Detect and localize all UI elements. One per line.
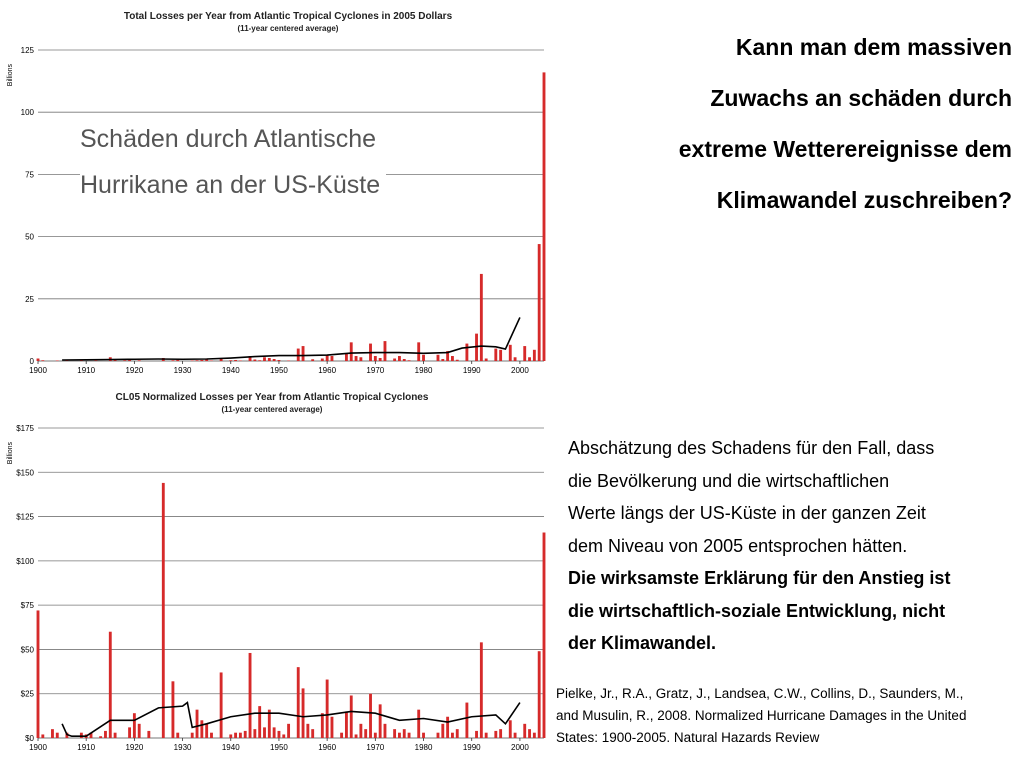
chart2-bar bbox=[138, 724, 141, 738]
chart2-ytick-label: $25 bbox=[20, 689, 34, 699]
chart2-bar bbox=[494, 731, 497, 738]
question-line: extreme Wetterereignisse dem bbox=[678, 136, 1012, 162]
chart1-bar bbox=[191, 361, 194, 362]
question-line: Zuwachs an schäden durch bbox=[710, 85, 1012, 111]
chart1-bar bbox=[417, 342, 420, 361]
chart1-bar bbox=[220, 359, 223, 361]
chart2-bar bbox=[133, 713, 136, 738]
chart1-bar bbox=[379, 358, 382, 361]
chart2-title: CL05 Normalized Losses per Year from Atlantic Tropical Cyclones bbox=[115, 392, 429, 403]
chart1-bar bbox=[263, 357, 266, 361]
chart2-bar bbox=[379, 704, 382, 738]
chart1-ytick-label: 0 bbox=[29, 357, 34, 366]
chart1-bar bbox=[441, 359, 444, 361]
chart2-bar bbox=[321, 713, 324, 738]
chart1-bar bbox=[138, 360, 141, 361]
chart1-bar bbox=[268, 358, 271, 361]
chart1-bar bbox=[359, 357, 362, 361]
chart2-xtick-label: 2000 bbox=[511, 743, 529, 752]
chart1-bar bbox=[350, 342, 353, 361]
chart1-overlay-label bbox=[80, 116, 386, 208]
chart1-bar bbox=[509, 345, 512, 361]
chart1-bar bbox=[302, 346, 305, 361]
chart2-ylabel: Billions bbox=[7, 442, 14, 465]
chart1-bar bbox=[456, 360, 459, 361]
chart2-bar bbox=[398, 733, 401, 738]
chart2-bar bbox=[172, 681, 175, 738]
chart1-bar bbox=[345, 354, 348, 361]
chart1-xtick-label: 1960 bbox=[318, 366, 337, 375]
chart1-bar bbox=[278, 360, 281, 361]
chart1-xtick-label: 1980 bbox=[414, 366, 433, 375]
chart2-bar bbox=[104, 731, 107, 738]
chart1-bar bbox=[499, 350, 502, 361]
chart2-bar bbox=[451, 733, 454, 738]
chart2-bar bbox=[514, 733, 517, 738]
chart1-title: Total Losses per Year from Atlantic Tropical Cyclones in 2005 Dollars bbox=[123, 11, 453, 22]
chart1-xtick-label: 1970 bbox=[366, 366, 385, 375]
chart1-bar bbox=[234, 360, 237, 361]
chart1-bar bbox=[41, 360, 44, 361]
explanation-conclusion-line: die wirtschaftlich-soziale Entwicklung, nicht bbox=[568, 600, 946, 621]
explanation-conclusion-line: Die wirksamste Erklärung für den Anstieg ist bbox=[568, 568, 951, 588]
chart2-bar bbox=[355, 734, 358, 738]
chart2-bar bbox=[369, 694, 372, 738]
chart1-xtick-label: 1930 bbox=[173, 366, 192, 375]
chart2-bar bbox=[162, 483, 165, 738]
chart1-bar bbox=[258, 360, 261, 361]
chart1-ytick-label: 25 bbox=[25, 294, 34, 304]
chart1-xtick-label: 1910 bbox=[77, 366, 96, 375]
explanation-line: dem Niveau von 2005 entsprochen hätten. bbox=[568, 535, 908, 556]
chart1-ytick-label: 125 bbox=[20, 46, 34, 55]
chart2-bar bbox=[441, 724, 444, 738]
citation-line: and Musulin, R., 2008. Normalized Hurricane Damages in the United bbox=[556, 708, 967, 723]
chart1-bar bbox=[331, 356, 334, 361]
overlay-line-1: Schäden durch Atlantische bbox=[80, 125, 377, 153]
chart2-bar bbox=[253, 729, 256, 738]
chart1-bar bbox=[528, 357, 531, 361]
chart2-bar bbox=[278, 731, 281, 738]
chart1-bar bbox=[56, 361, 59, 362]
chart2-bar bbox=[437, 733, 440, 738]
chart2-bar bbox=[258, 706, 261, 738]
chart2-bar bbox=[41, 734, 44, 738]
chart1-bar bbox=[465, 344, 468, 361]
chart1-bar bbox=[374, 356, 377, 361]
chart2-bar bbox=[239, 733, 242, 738]
chart2-bar bbox=[311, 729, 314, 738]
chart1-bar bbox=[210, 361, 213, 362]
chart1-bar bbox=[287, 361, 290, 362]
chart1-ytick-label: 50 bbox=[25, 232, 34, 242]
chart2-bar bbox=[345, 711, 348, 738]
chart1-bar bbox=[485, 359, 488, 361]
chart2-ytick-label: $100 bbox=[16, 556, 34, 566]
chart2-bar bbox=[326, 680, 329, 738]
chart2-bar bbox=[359, 724, 362, 738]
chart2-ytick-label: $75 bbox=[20, 601, 34, 611]
question-line: Kann man dem massiven bbox=[735, 34, 1012, 60]
chart1-bar bbox=[355, 356, 358, 361]
explanation-conclusion-line: der Klimawandel. bbox=[568, 633, 717, 653]
chart2-bar bbox=[80, 733, 83, 738]
chart2-title-block bbox=[22, 392, 522, 416]
chart1-bar bbox=[123, 360, 126, 361]
chart1-bar bbox=[393, 359, 396, 361]
chart2-bar bbox=[480, 642, 483, 738]
chart1-xtick-label: 1950 bbox=[270, 366, 288, 375]
chart2-bar bbox=[234, 733, 237, 738]
citation-line: Pielke, Jr., R.A., Gratz, J., Landsea, C.W., Collins, D., Saunders, M., bbox=[556, 686, 964, 701]
chart2-bar bbox=[384, 724, 387, 738]
chart1-bar bbox=[196, 360, 199, 361]
chart1-xtick-label: 1920 bbox=[125, 366, 144, 375]
chart2-bar bbox=[509, 720, 512, 738]
question-line: Klimawandel zuschreiben? bbox=[716, 187, 1012, 213]
chart2-normalized-losses bbox=[0, 420, 560, 765]
chart2-xtick-label: 1990 bbox=[462, 743, 481, 752]
chart1-bar bbox=[480, 274, 483, 361]
chart1-xtick-label: 2000 bbox=[511, 366, 529, 375]
chart2-bar bbox=[229, 734, 232, 738]
chart2-xtick-label: 1960 bbox=[318, 743, 337, 752]
chart2-bar bbox=[297, 667, 300, 738]
chart1-bar bbox=[403, 359, 406, 361]
chart2-bar bbox=[340, 733, 343, 738]
chart2-ytick-label: $150 bbox=[16, 468, 34, 478]
chart2-xtick-label: 1900 bbox=[29, 743, 47, 752]
chart2-bar bbox=[485, 733, 488, 738]
question-heading bbox=[542, 22, 1012, 226]
explanation-line: Werte längs der US-Küste in der ganzen Zeit bbox=[568, 503, 926, 523]
chart1-bar bbox=[437, 355, 440, 361]
chart2-bar bbox=[287, 724, 290, 738]
chart2-bar bbox=[282, 734, 285, 738]
chart2-bar bbox=[465, 703, 468, 738]
chart1-bar bbox=[533, 350, 536, 361]
explanation-paragraph bbox=[568, 432, 998, 660]
explanation-line: die Bevölkerung und die wirtschaftlichen bbox=[568, 470, 890, 491]
chart2-bar bbox=[56, 733, 59, 738]
chart1-bar bbox=[172, 360, 175, 361]
chart2-bar bbox=[350, 695, 353, 738]
chart1-bar bbox=[321, 359, 324, 361]
chart2-bar bbox=[403, 729, 406, 738]
chart2-bar bbox=[37, 610, 40, 738]
chart1-bar bbox=[494, 349, 497, 361]
chart2-bar bbox=[205, 724, 208, 738]
citation-line: States: 1900-2005. Natural Hazards Review bbox=[556, 730, 820, 745]
chart2-bar bbox=[538, 651, 541, 738]
chart1-xtick-label: 1900 bbox=[29, 366, 47, 375]
chart2-bar bbox=[200, 720, 203, 738]
chart2-ytick-label: $125 bbox=[16, 512, 34, 522]
chart2-bar bbox=[374, 733, 377, 738]
chart1-total-losses bbox=[0, 40, 560, 385]
citation bbox=[556, 683, 1016, 749]
chart2-bar bbox=[51, 729, 54, 738]
chart2-xtick-label: 1980 bbox=[414, 743, 433, 752]
chart2-bar bbox=[543, 533, 546, 738]
chart2-bar bbox=[306, 724, 309, 738]
chart2-bar bbox=[499, 729, 502, 738]
chart2-bar bbox=[196, 710, 199, 738]
chart2-xtick-label: 1930 bbox=[173, 743, 192, 752]
chart2-xtick-label: 1970 bbox=[366, 743, 385, 752]
overlay-line-2: Hurrikane an der US-Küste bbox=[80, 171, 381, 199]
chart2-bar bbox=[99, 736, 102, 738]
chart1-bar bbox=[253, 360, 256, 361]
chart1-bar bbox=[37, 359, 40, 361]
chart2-bar bbox=[528, 729, 531, 738]
chart2-bar bbox=[176, 733, 179, 738]
chart1-ytick-label: 75 bbox=[25, 170, 34, 180]
chart2-bar bbox=[114, 733, 117, 738]
chart1-bar bbox=[384, 341, 387, 361]
chart2-bar bbox=[408, 733, 411, 738]
chart1-ytick-label: 100 bbox=[20, 108, 34, 118]
chart2-xtick-label: 1950 bbox=[270, 743, 288, 752]
chart2-bar bbox=[446, 717, 449, 738]
chart2-bar bbox=[210, 733, 213, 738]
chart1-bar bbox=[398, 356, 401, 361]
chart2-bar bbox=[147, 731, 150, 738]
chart2-ytick-label: $0 bbox=[25, 734, 34, 743]
chart1-subtitle: (11-year centered average) bbox=[237, 24, 339, 33]
chart1-bar bbox=[273, 359, 276, 361]
chart2-bar bbox=[475, 731, 478, 738]
chart1-bar bbox=[523, 346, 526, 361]
chart1-bar bbox=[311, 359, 314, 361]
chart2-bar bbox=[249, 653, 252, 738]
chart1-xtick-label: 1990 bbox=[462, 366, 481, 375]
explanation-line: Abschätzung des Schadens für den Fall, dass bbox=[568, 438, 935, 458]
chart2-bar bbox=[128, 727, 131, 738]
chart2-bar bbox=[109, 632, 112, 738]
chart2-ytick-label: $175 bbox=[16, 424, 34, 433]
chart2-bar bbox=[191, 733, 194, 738]
chart2-bar bbox=[263, 727, 266, 738]
chart1-bar bbox=[408, 360, 411, 361]
chart1-bar bbox=[451, 356, 454, 361]
chart1-bar bbox=[128, 360, 131, 361]
chart1-title-block bbox=[38, 11, 538, 35]
chart2-bar bbox=[523, 724, 526, 738]
chart2-bar bbox=[220, 672, 223, 738]
chart1-bar bbox=[514, 357, 517, 361]
chart2-bar bbox=[273, 727, 276, 738]
chart2-bar bbox=[533, 733, 536, 738]
chart2-bar bbox=[244, 731, 247, 738]
chart1-bar bbox=[94, 361, 97, 362]
chart1-ylabel: Billions bbox=[7, 64, 14, 87]
chart1-bar bbox=[229, 360, 232, 361]
chart2-bar bbox=[364, 729, 367, 738]
chart1-bar bbox=[538, 244, 541, 361]
chart1-bar bbox=[200, 360, 203, 361]
chart2-bar bbox=[331, 717, 334, 738]
chart2-subtitle: (11-year centered average) bbox=[221, 405, 323, 414]
chart1-bar bbox=[239, 361, 242, 362]
chart2-bar bbox=[422, 733, 425, 738]
chart2-bar bbox=[456, 729, 459, 738]
chart1-xtick-label: 1940 bbox=[221, 366, 240, 375]
chart1-bar bbox=[422, 355, 425, 361]
chart2-bar bbox=[417, 710, 420, 738]
chart2-bar bbox=[393, 729, 396, 738]
chart2-bar bbox=[302, 688, 305, 738]
chart2-xtick-label: 1940 bbox=[221, 743, 240, 752]
chart2-xtick-label: 1910 bbox=[77, 743, 96, 752]
chart1-average-line bbox=[62, 317, 520, 360]
chart2-ytick-label: $50 bbox=[20, 645, 34, 655]
chart2-xtick-label: 1920 bbox=[125, 743, 144, 752]
